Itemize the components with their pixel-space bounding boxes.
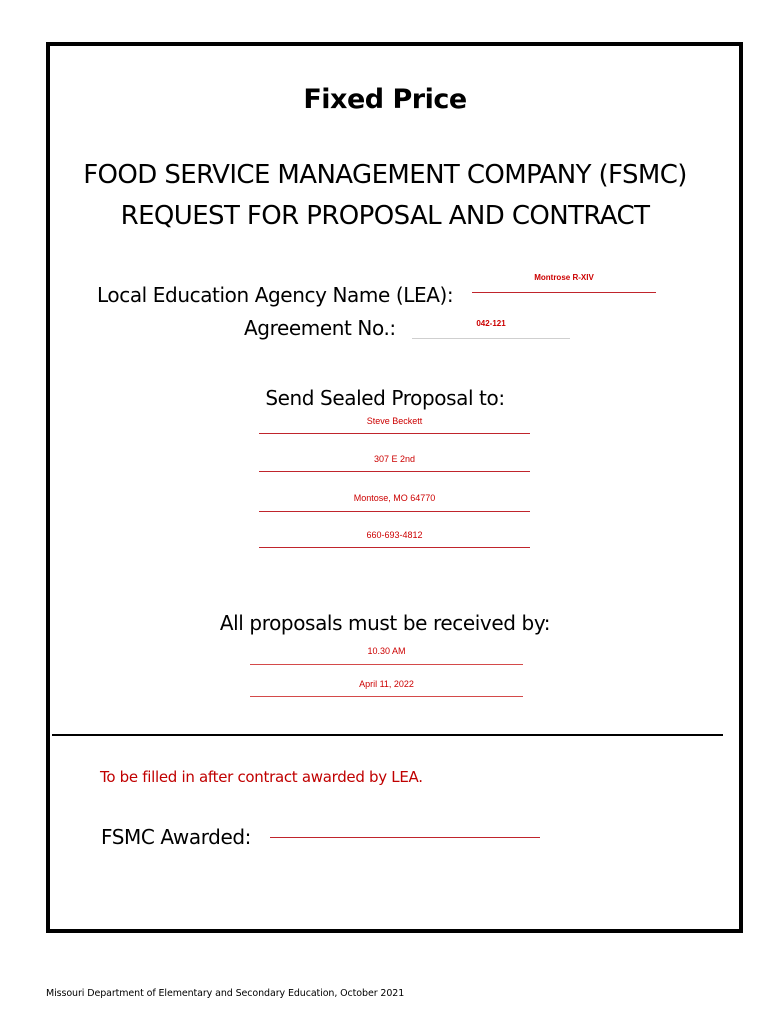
deadline-time-underline: [250, 664, 523, 665]
proposal-heading: Send Sealed Proposal to:: [265, 386, 505, 410]
proposal-street[interactable]: 307 E 2nd: [373, 454, 416, 464]
document-heading-line2: REQUEST FOR PROPOSAL AND CONTRACT: [120, 201, 650, 231]
lea-name-underline: [472, 292, 656, 293]
proposal-city-state-zip[interactable]: Montose, MO 64770: [353, 493, 436, 503]
deadline-heading: All proposals must be received by:: [219, 611, 551, 635]
deadline-date[interactable]: April 11, 2022: [359, 679, 414, 689]
agreement-number-label: Agreement No.:: [244, 316, 396, 340]
lea-name-value[interactable]: Montrose R-XIV: [534, 273, 594, 282]
lea-name-label: Local Education Agency Name (LEA):: [97, 283, 454, 307]
award-instruction-note: To be filled in after contract awarded by LEA.: [100, 768, 423, 786]
section-divider: [52, 734, 723, 736]
proposal-street-underline: [259, 471, 530, 472]
fsmc-awarded-label: FSMC Awarded:: [101, 825, 252, 849]
deadline-time[interactable]: 10.30 AM: [367, 646, 406, 656]
deadline-date-underline: [250, 696, 523, 697]
document-heading-line1: FOOD SERVICE MANAGEMENT COMPANY (FSMC): [83, 160, 687, 190]
document-title: Fixed Price: [303, 84, 467, 115]
proposal-city-underline: [259, 511, 530, 512]
fsmc-awarded-field[interactable]: [270, 837, 540, 838]
proposal-phone[interactable]: 660-693-4812: [366, 530, 423, 540]
agreement-number-underline: [412, 338, 570, 339]
proposal-phone-underline: [259, 547, 530, 548]
agreement-number-value[interactable]: 042-121: [476, 319, 506, 328]
proposal-contact-name[interactable]: Steve Beckett: [366, 416, 423, 426]
page-footer: Missouri Department of Elementary and Secondary Education, October 2021: [46, 988, 405, 999]
proposal-contact-name-underline: [259, 433, 530, 434]
